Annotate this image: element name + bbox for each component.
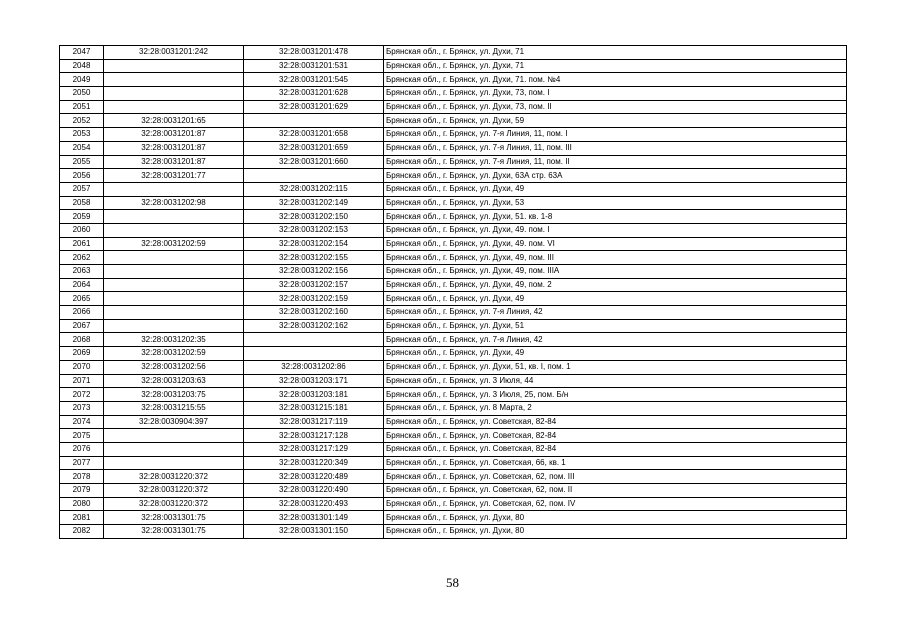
table-row	[60, 442, 847, 456]
table-row	[60, 306, 847, 320]
address-cell: Брянская обл., г. Брянск, ул. Духи, 49. пом. I	[384, 223, 847, 237]
row-number-cell: 2066	[60, 306, 104, 320]
cadastral-number-a-cell	[104, 306, 244, 320]
cadastral-number-a-cell: 32:28:0031201:87	[104, 155, 244, 169]
cadastral-number-b-cell: 32:28:0031220:489	[244, 470, 384, 484]
address-cell: Брянская обл., г. Брянск, ул. 7-я Линия, 11, пом. III	[384, 141, 847, 155]
cadastral-number-a-cell: 32:28:0031202:59	[104, 237, 244, 251]
row-number-cell: 2065	[60, 292, 104, 306]
address-cell: Брянская обл., г. Брянск, ул. Духи, 71	[384, 46, 847, 60]
address-cell: Брянская обл., г. Брянск, ул. Советская, 62, пом. II	[384, 484, 847, 498]
table-row	[60, 265, 847, 279]
row-number-cell: 2063	[60, 265, 104, 279]
cadastral-number-b-cell: 32:28:0031202:86	[244, 360, 384, 374]
table-row	[60, 251, 847, 265]
cadastral-number-b-cell: 32:28:0031201:659	[244, 141, 384, 155]
address-cell: Брянская обл., г. Брянск, ул. Советская, 82-84	[384, 429, 847, 443]
cadastral-number-b-cell: 32:28:0031202:157	[244, 278, 384, 292]
address-cell: Брянская обл., г. Брянск, ул. Духи, 59	[384, 114, 847, 128]
cadastral-number-b-cell: 32:28:0031220:493	[244, 497, 384, 511]
cadastral-number-a-cell	[104, 87, 244, 101]
address-cell: Брянская обл., г. Брянск, ул. Духи, 51. кв. 1-8	[384, 210, 847, 224]
row-number-cell: 2064	[60, 278, 104, 292]
table-row	[60, 415, 847, 429]
cadastral-number-a-cell: 32:28:0031201:87	[104, 128, 244, 142]
address-cell: Брянская обл., г. Брянск, ул. Духи, 49, пом. 2	[384, 278, 847, 292]
address-cell: Брянская обл., г. Брянск, ул. Духи, 80	[384, 525, 847, 539]
table-row	[60, 182, 847, 196]
address-cell: Брянская обл., г. Брянск, ул. Советская, 82-84	[384, 415, 847, 429]
table-row	[60, 511, 847, 525]
cadastral-number-b-cell: 32:28:0031201:660	[244, 155, 384, 169]
cadastral-number-a-cell: 32:28:0031201:242	[104, 46, 244, 60]
address-cell: Брянская обл., г. Брянск, ул. Духи, 73, пом. I	[384, 87, 847, 101]
address-cell: Брянская обл., г. Брянск, ул. Духи, 51	[384, 319, 847, 333]
cadastral-number-b-cell: 32:28:0031201:545	[244, 73, 384, 87]
cadastral-number-a-cell: 32:28:0031202:59	[104, 347, 244, 361]
row-number-cell: 2054	[60, 141, 104, 155]
cadastral-number-b-cell: 32:28:0031202:115	[244, 182, 384, 196]
cadastral-number-a-cell	[104, 251, 244, 265]
cadastral-number-a-cell: 32:28:0031301:75	[104, 525, 244, 539]
row-number-cell: 2077	[60, 456, 104, 470]
cadastral-number-b-cell: 32:28:0031203:181	[244, 388, 384, 402]
cadastral-number-a-cell: 32:28:0031203:63	[104, 374, 244, 388]
cadastral-number-b-cell: 32:28:0031217:129	[244, 442, 384, 456]
row-number-cell: 2052	[60, 114, 104, 128]
table-row	[60, 374, 847, 388]
row-number-cell: 2071	[60, 374, 104, 388]
table-row	[60, 196, 847, 210]
row-number-cell: 2055	[60, 155, 104, 169]
cadastral-number-a-cell	[104, 100, 244, 114]
table-row	[60, 59, 847, 73]
row-number-cell: 2050	[60, 87, 104, 101]
table-row	[60, 141, 847, 155]
address-cell: Брянская обл., г. Брянск, ул. Советская, 82-84	[384, 442, 847, 456]
row-number-cell: 2076	[60, 442, 104, 456]
cadastral-number-a-cell	[104, 73, 244, 87]
address-cell: Брянская обл., г. Брянск, ул. 7-я Линия, 42	[384, 306, 847, 320]
table-row	[60, 237, 847, 251]
table-row	[60, 525, 847, 539]
cadastral-number-a-cell: 32:28:0031201:77	[104, 169, 244, 183]
table-row	[60, 401, 847, 415]
table-row	[60, 388, 847, 402]
table-row	[60, 278, 847, 292]
address-cell: Брянская обл., г. Брянск, ул. Духи, 80	[384, 511, 847, 525]
cadastral-number-b-cell: 32:28:0031203:171	[244, 374, 384, 388]
address-cell: Брянская обл., г. Брянск, ул. Духи, 49, пом. III	[384, 251, 847, 265]
cadastral-number-b-cell: 32:28:0031220:490	[244, 484, 384, 498]
row-number-cell: 2059	[60, 210, 104, 224]
address-cell: Брянская обл., г. Брянск, ул. 8 Марта, 2	[384, 401, 847, 415]
row-number-cell: 2081	[60, 511, 104, 525]
cadastral-number-a-cell: 32:28:0031215:55	[104, 401, 244, 415]
cadastral-number-b-cell: 32:28:0031217:128	[244, 429, 384, 443]
cadastral-number-b-cell	[244, 347, 384, 361]
row-number-cell: 2075	[60, 429, 104, 443]
table-row	[60, 333, 847, 347]
address-cell: Брянская обл., г. Брянск, ул. Духи, 49, пом. IIIА	[384, 265, 847, 279]
row-number-cell: 2053	[60, 128, 104, 142]
row-number-cell: 2070	[60, 360, 104, 374]
cadastral-number-a-cell: 32:28:0031220:372	[104, 497, 244, 511]
row-number-cell: 2061	[60, 237, 104, 251]
cadastral-number-b-cell: 32:28:0031202:162	[244, 319, 384, 333]
address-cell: Брянская обл., г. Брянск, ул. Духи, 49	[384, 182, 847, 196]
cadastral-number-b-cell: 32:28:0031215:181	[244, 401, 384, 415]
cadastral-number-a-cell	[104, 278, 244, 292]
cadastral-number-a-cell	[104, 265, 244, 279]
cadastral-number-a-cell	[104, 223, 244, 237]
row-number-cell: 2049	[60, 73, 104, 87]
row-number-cell: 2062	[60, 251, 104, 265]
address-cell: Брянская обл., г. Брянск, ул. Советская, 66, кв. 1	[384, 456, 847, 470]
cadastral-number-a-cell	[104, 292, 244, 306]
address-cell: Брянская обл., г. Брянск, ул. Советская, 62, пом. III	[384, 470, 847, 484]
cadastral-number-a-cell	[104, 210, 244, 224]
row-number-cell: 2069	[60, 347, 104, 361]
address-cell: Брянская обл., г. Брянск, ул. Духи, 71. пом. №4	[384, 73, 847, 87]
address-cell: Брянская обл., г. Брянск, ул. 7-я Линия, 11, пом. II	[384, 155, 847, 169]
row-number-cell: 2068	[60, 333, 104, 347]
row-number-cell: 2060	[60, 223, 104, 237]
address-cell: Брянская обл., г. Брянск, ул. 7-я Линия, 42	[384, 333, 847, 347]
cadastral-number-a-cell: 32:28:0031201:87	[104, 141, 244, 155]
row-number-cell: 2047	[60, 46, 104, 60]
cadastral-number-a-cell: 32:28:0031220:372	[104, 484, 244, 498]
cadastral-table-body	[60, 46, 847, 539]
cadastral-number-b-cell: 32:28:0031202:156	[244, 265, 384, 279]
cadastral-number-b-cell: 32:28:0031202:159	[244, 292, 384, 306]
address-cell: Брянская обл., г. Брянск, ул. Духи, 51, кв. I, пом. 1	[384, 360, 847, 374]
row-number-cell: 2074	[60, 415, 104, 429]
cadastral-number-b-cell: 32:28:0031201:658	[244, 128, 384, 142]
address-cell: Брянская обл., г. Брянск, ул. Духи, 53	[384, 196, 847, 210]
table-row	[60, 169, 847, 183]
cadastral-number-a-cell	[104, 429, 244, 443]
cadastral-number-a-cell: 32:28:0031203:75	[104, 388, 244, 402]
cadastral-number-b-cell: 32:28:0031202:160	[244, 306, 384, 320]
address-cell: Брянская обл., г. Брянск, ул. Духи, 49	[384, 347, 847, 361]
row-number-cell: 2048	[60, 59, 104, 73]
cadastral-number-b-cell: 32:28:0031201:531	[244, 59, 384, 73]
cadastral-number-b-cell: 32:28:0031301:150	[244, 525, 384, 539]
cadastral-number-a-cell: 32:28:0031201:65	[104, 114, 244, 128]
cadastral-number-b-cell: 32:28:0031202:153	[244, 223, 384, 237]
table-row	[60, 347, 847, 361]
row-number-cell: 2058	[60, 196, 104, 210]
table-row	[60, 223, 847, 237]
cadastral-number-b-cell: 32:28:0031202:149	[244, 196, 384, 210]
cadastral-number-b-cell: 32:28:0031217:119	[244, 415, 384, 429]
address-cell: Брянская обл., г. Брянск, ул. Духи, 63А стр. 63А	[384, 169, 847, 183]
cadastral-number-b-cell: 32:28:0031201:478	[244, 46, 384, 60]
cadastral-number-b-cell: 32:28:0031220:349	[244, 456, 384, 470]
cadastral-number-a-cell: 32:28:0031202:56	[104, 360, 244, 374]
cadastral-number-b-cell: 32:28:0031201:629	[244, 100, 384, 114]
address-cell: Брянская обл., г. Брянск, ул. 7-я Линия, 11, пом. I	[384, 128, 847, 142]
cadastral-number-b-cell: 32:28:0031301:149	[244, 511, 384, 525]
address-cell: Брянская обл., г. Брянск, ул. 3 Июля, 25, пом. Б/н	[384, 388, 847, 402]
table-row	[60, 497, 847, 511]
cadastral-number-b-cell	[244, 169, 384, 183]
cadastral-number-a-cell	[104, 182, 244, 196]
cadastral-number-a-cell: 32:28:0031220:372	[104, 470, 244, 484]
cadastral-number-a-cell: 32:28:0031301:75	[104, 511, 244, 525]
cadastral-number-b-cell: 32:28:0031201:628	[244, 87, 384, 101]
row-number-cell: 2056	[60, 169, 104, 183]
table-row	[60, 155, 847, 169]
table-row	[60, 429, 847, 443]
row-number-cell: 2072	[60, 388, 104, 402]
table-row	[60, 128, 847, 142]
table-row	[60, 210, 847, 224]
cadastral-number-b-cell	[244, 114, 384, 128]
table-row	[60, 360, 847, 374]
cadastral-table	[59, 45, 847, 539]
address-cell: Брянская обл., г. Брянск, ул. 3 Июля, 44	[384, 374, 847, 388]
cadastral-number-b-cell	[244, 333, 384, 347]
cadastral-number-a-cell	[104, 319, 244, 333]
table-row	[60, 484, 847, 498]
row-number-cell: 2057	[60, 182, 104, 196]
address-cell: Брянская обл., г. Брянск, ул. Духи, 71	[384, 59, 847, 73]
address-cell: Брянская обл., г. Брянск, ул. Духи, 49. пом. VI	[384, 237, 847, 251]
row-number-cell: 2080	[60, 497, 104, 511]
row-number-cell: 2082	[60, 525, 104, 539]
row-number-cell: 2067	[60, 319, 104, 333]
table-row	[60, 87, 847, 101]
cadastral-number-b-cell: 32:28:0031202:155	[244, 251, 384, 265]
address-cell: Брянская обл., г. Брянск, ул. Духи, 73, пом. II	[384, 100, 847, 114]
table-row	[60, 46, 847, 60]
table-row	[60, 319, 847, 333]
cadastral-number-a-cell: 32:28:0031202:98	[104, 196, 244, 210]
row-number-cell: 2051	[60, 100, 104, 114]
cadastral-number-b-cell: 32:28:0031202:154	[244, 237, 384, 251]
cadastral-number-a-cell: 32:28:0031202:35	[104, 333, 244, 347]
table-row	[60, 292, 847, 306]
table-row	[60, 456, 847, 470]
table-row	[60, 100, 847, 114]
cadastral-number-b-cell: 32:28:0031202:150	[244, 210, 384, 224]
table-row	[60, 470, 847, 484]
cadastral-number-a-cell	[104, 59, 244, 73]
row-number-cell: 2079	[60, 484, 104, 498]
cadastral-number-a-cell: 32:28:0030904:397	[104, 415, 244, 429]
cadastral-number-a-cell	[104, 456, 244, 470]
row-number-cell: 2073	[60, 401, 104, 415]
page-number: 58	[446, 575, 459, 590]
address-cell: Брянская обл., г. Брянск, ул. Советская, 62, пом. IV	[384, 497, 847, 511]
table-row	[60, 114, 847, 128]
row-number-cell: 2078	[60, 470, 104, 484]
table-row	[60, 73, 847, 87]
cadastral-number-a-cell	[104, 442, 244, 456]
address-cell: Брянская обл., г. Брянск, ул. Духи, 49	[384, 292, 847, 306]
